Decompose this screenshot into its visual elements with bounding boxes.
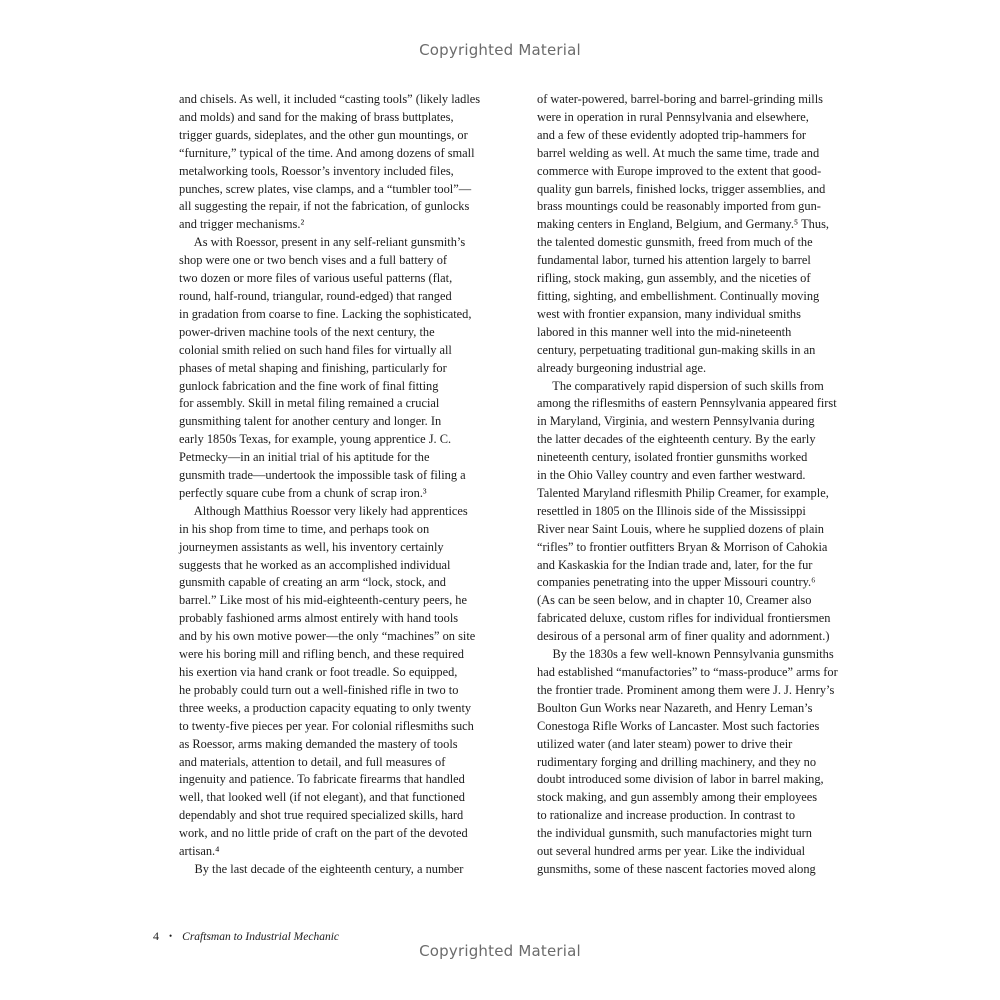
- text-line: artisan.⁴: [179, 844, 220, 859]
- text-line: desirous of a personal arm of finer quality and adornment.): [537, 629, 830, 644]
- page-number: 4: [153, 929, 159, 943]
- text-line: suggests that he worked as an accomplished individual: [179, 557, 451, 572]
- text-line: making centers in England, Belgium, and Germany.⁵ Thus,: [537, 217, 829, 232]
- text-line: “furniture,” typical of the time. And among dozens of small: [179, 145, 475, 160]
- text-line: fabricated deluxe, custom rifles for individual frontiersmen: [537, 611, 831, 626]
- text-line: punches, screw plates, vise clamps, and a “tumbler tool”—: [179, 181, 472, 196]
- text-line: brass mountings could be reasonably imported from gun-: [537, 199, 821, 214]
- text-line: had established “manufactories” to “mass-produce” arms for: [537, 665, 838, 679]
- text-line: journeymen assistants as well, his inventory certainly: [179, 539, 444, 554]
- text-line: round, half-round, triangular, round-edged) that ranged: [179, 288, 452, 303]
- text-line: metalworking tools, Roessor’s inventory included files,: [179, 163, 454, 178]
- text-line: companies penetrating into the upper Missouri country.⁶: [537, 575, 816, 590]
- text-line: to twenty-five pieces per year. For colonial riflesmiths such: [179, 718, 474, 733]
- text-line: and trigger mechanisms.²: [179, 217, 305, 232]
- running-title: Craftsman to Industrial Mechanic: [182, 931, 339, 943]
- text-line: Petmecky—in an initial trial of his aptitude for the: [179, 450, 430, 465]
- text-line: stock making, and gun assembly among their employees: [537, 790, 818, 805]
- text-line: resettled in 1805 on the Illinois side of the Mississippi: [537, 503, 806, 518]
- text-line: Although Matthius Roessor very likely had apprentices: [179, 503, 468, 518]
- text-line: gunsmiths, some of these nascent factories moved along: [537, 861, 816, 876]
- text-column-left: [179, 91, 481, 879]
- text-line: well, that looked well (if not elegant), and that functioned: [179, 790, 465, 805]
- text-line: phases of metal shaping and finishing, particularly for: [179, 360, 447, 375]
- text-line: the latter decades of the eighteenth century. By the early: [537, 432, 816, 447]
- text-line: and a few of these evidently adopted trip-hammers for: [537, 127, 807, 142]
- text-line: all suggesting the repair, if not the fabrication, of gunlocks: [179, 199, 470, 214]
- text-line: Conestoga Rifle Works of Lancaster. Most such factories: [537, 718, 820, 733]
- text-line: three weeks, a production capacity equating to only twenty: [179, 700, 472, 715]
- text-line: and materials, attention to detail, and full measures of: [179, 754, 446, 769]
- text-line: labored in this manner well into the mid-nineteenth: [537, 324, 792, 339]
- text-line: shop were one or two bench vises and a full battery of: [179, 253, 448, 268]
- text-line: his exertion via hand crank or foot treadle. So equipped,: [179, 665, 458, 679]
- text-line: in the Ohio Valley country and even farther westward.: [537, 468, 806, 483]
- text-line: already burgeoning industrial age.: [537, 360, 707, 375]
- text-line: to rationalize and increase production. In contrast to: [537, 808, 796, 823]
- text-line: As with Roessor, present in any self-reliant gunsmith’s: [179, 235, 466, 250]
- text-line: among the riflesmiths of eastern Pennsylvania appeared first: [537, 396, 837, 411]
- text-line: the frontier trade. Prominent among them were J. J. Henry’s: [537, 682, 835, 697]
- text-line: gunsmithing talent for another century and longer. In: [179, 414, 442, 429]
- text-column-right: [537, 91, 838, 879]
- text-line: for assembly. Skill in metal filing remained a crucial: [179, 396, 440, 411]
- text-line: doubt introduced some division of labor in barrel making,: [537, 772, 824, 787]
- text-line: and Kaskaskia for the Indian trade and, later, for the fur: [537, 557, 813, 572]
- text-line: River near Saint Louis, where he supplied dozens of plain: [537, 521, 824, 536]
- text-line: colonial smith relied on such hand files for virtually all: [179, 342, 452, 357]
- text-line: fitting, sighting, and embellishment. Continually moving: [537, 288, 820, 303]
- text-line: quality gun barrels, finished locks, trigger assemblies, and: [537, 181, 826, 196]
- text-line: fundamental labor, turned his attention largely to barrel: [537, 253, 811, 268]
- text-line: as Roessor, arms making demanded the mastery of tools: [179, 736, 458, 751]
- text-line: trigger guards, sideplates, and the other gun mountings, or: [179, 127, 468, 142]
- text-line: out several hundred arms per year. Like the individual: [537, 844, 806, 859]
- text-line: By the last decade of the eighteenth century, a number: [179, 861, 464, 876]
- text-line: rudimentary forging and drilling machinery, and they no: [537, 754, 817, 769]
- text-line: perfectly square cube from a chunk of scrap iron.³: [179, 485, 427, 500]
- text-line: were his boring mill and rifling bench, and these required: [179, 647, 464, 662]
- text-line: the individual gunsmith, such manufactories might turn: [537, 826, 812, 841]
- text-line: early 1850s Texas, for example, young apprentice J. C.: [179, 432, 452, 447]
- text-line: Talented Maryland riflesmith Philip Creamer, for example,: [537, 485, 829, 500]
- text-line: By the 1830s a few well-known Pennsylvania gunsmiths: [537, 647, 834, 662]
- text-line: “rifles” to frontier outfitters Bryan & Morrison of Cahokia: [537, 539, 828, 554]
- text-line: barrel welding as well. At much the same time, trade and: [537, 145, 820, 160]
- text-line: and chisels. As well, it included “casting tools” (likely ladles: [179, 92, 481, 106]
- text-line: two dozen or more files of various useful patterns (flat,: [179, 271, 453, 286]
- text-line: the talented domestic gunsmith, freed from much of the: [537, 235, 813, 250]
- text-line: barrel.” Like most of his mid-eighteenth-century peers, he: [179, 593, 467, 608]
- text-line: gunsmith trade—undertook the impossible task of filing a: [179, 468, 466, 483]
- text-line: of water-powered, barrel-boring and barrel-grinding mills: [537, 92, 824, 106]
- text-line: in his shop from time to time, and perhaps took on: [179, 521, 430, 536]
- text-line: work, and no little pride of craft on the part of the devoted: [179, 826, 468, 841]
- text-line: probably fashioned arms almost entirely with hand tools: [179, 611, 459, 626]
- text-line: (As can be seen below, and in chapter 10, Creamer also: [537, 593, 812, 608]
- text-line: and molds) and sand for the making of brass buttplates,: [179, 109, 454, 124]
- text-line: in gradation from coarse to fine. Lacking the sophisticated,: [179, 306, 472, 321]
- footer-bullet: •: [169, 931, 173, 941]
- copyright-watermark-bottom: Copyrighted Material: [419, 942, 581, 960]
- text-line: ingenuity and patience. To fabricate firearms that handled: [179, 772, 465, 787]
- text-line: commerce with Europe improved to the extent that good-: [537, 163, 822, 178]
- text-line: utilized water (and later steam) power to drive their: [537, 736, 793, 751]
- copyright-watermark-top: Copyrighted Material: [419, 41, 581, 59]
- text-line: Boulton Gun Works near Nazareth, and Henry Leman’s: [537, 700, 813, 715]
- text-line: The comparatively rapid dispersion of such skills from: [537, 378, 824, 393]
- text-line: gunsmith capable of creating an arm “lock, stock, and: [179, 575, 446, 590]
- text-line: power-driven machine tools of the next century, the: [179, 324, 435, 339]
- text-line: gunlock fabrication and the fine work of final fitting: [179, 378, 439, 393]
- text-line: were in operation in rural Pennsylvania and elsewhere,: [537, 109, 809, 124]
- text-line: west with frontier expansion, many individual smiths: [537, 306, 801, 321]
- text-line: in Maryland, Virginia, and western Pennsylvania during: [537, 414, 815, 429]
- text-line: he probably could turn out a well-finished rifle in two to: [179, 682, 459, 697]
- text-line: nineteenth century, isolated frontier gunsmiths worked: [537, 450, 808, 465]
- text-line: dependably and shot true required specialized skills, hard: [179, 808, 464, 823]
- text-line: century, perpetuating traditional gun-making skills in an: [537, 342, 816, 357]
- text-line: rifling, stock making, gun assembly, and the niceties of: [537, 271, 811, 286]
- text-line: and by his own motive power—the only “machines” on site: [179, 629, 476, 644]
